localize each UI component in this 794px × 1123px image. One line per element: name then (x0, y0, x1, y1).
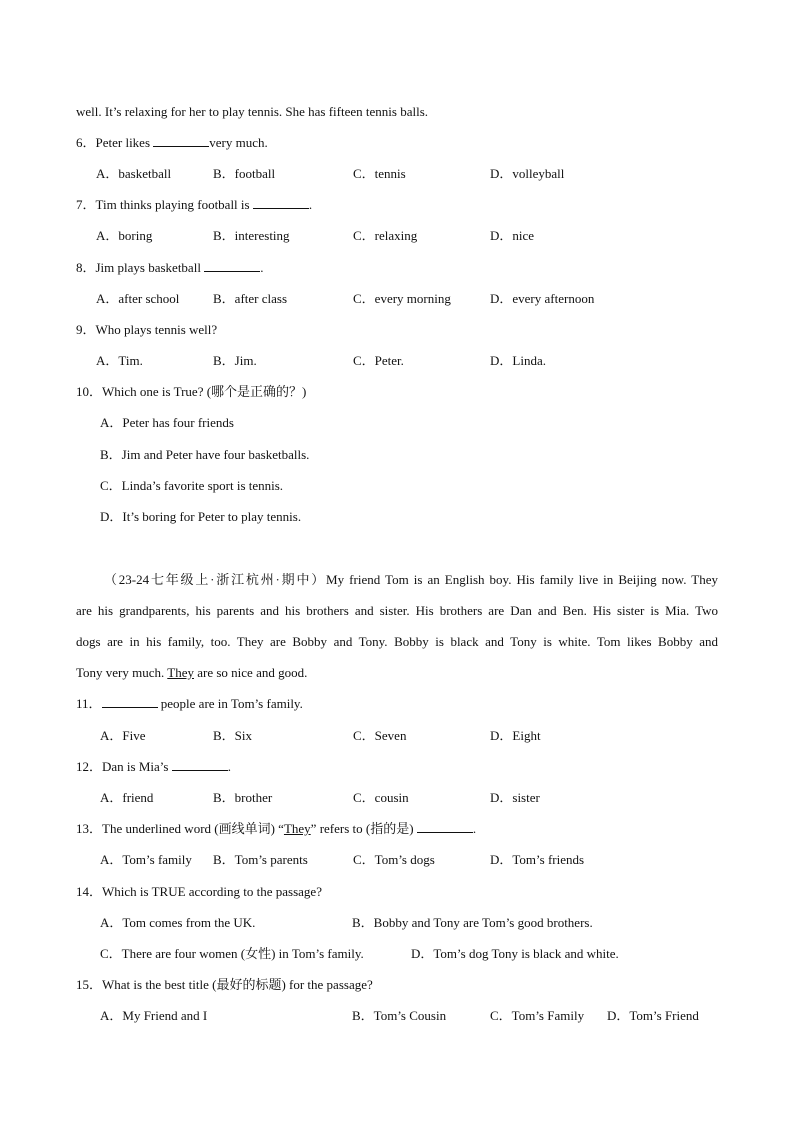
q7-option-c[interactable]: C．relaxing (353, 228, 418, 243)
question-9-stem: 9．Who plays tennis well? (76, 322, 218, 337)
q8-option-c[interactable]: C．every morning (353, 291, 451, 306)
stem-text: people are in Tom’s family. (157, 696, 303, 711)
stem-text: very much. (209, 135, 268, 150)
q12-option-c[interactable]: C．cousin (353, 790, 409, 805)
stem-text: ” refers to (指的是) (310, 821, 417, 836)
answer-blank (204, 259, 260, 272)
q15-option-a[interactable]: A．My Friend and I (100, 1008, 208, 1023)
passage-continuation: well. It’s relaxing for her to play tennis. She has fifteen tennis balls. (76, 104, 428, 119)
passage-text: Tony very much. (76, 665, 168, 680)
q13-option-b[interactable]: B．Tom’s parents (213, 852, 308, 867)
q7-option-b[interactable]: B．interesting (213, 228, 290, 243)
question-15-stem: 15．What is the best title (最好的标题) for the passage? (76, 977, 373, 992)
q8-option-b[interactable]: B．after class (213, 291, 288, 306)
q14-option-a[interactable]: A．Tom comes from the UK. (100, 915, 256, 930)
stem-text: . (308, 197, 313, 212)
answer-blank (417, 820, 473, 833)
stem-text: 11． (76, 696, 102, 711)
q11-option-c[interactable]: C．Seven (353, 728, 407, 743)
q6-option-b[interactable]: B．football (213, 166, 276, 181)
q12-option-a[interactable]: A．friend (100, 790, 154, 805)
q7-option-a[interactable]: A．boring (96, 228, 153, 243)
q13-option-c[interactable]: C．Tom’s dogs (353, 852, 435, 867)
stem-text: . (472, 821, 477, 836)
question-11-stem (76, 695, 718, 713)
stem-text: 6．Peter likes (76, 135, 154, 150)
passage-line-4 (76, 664, 718, 682)
q12-option-d[interactable]: D．sister (490, 790, 540, 805)
q10-option-d[interactable]: D．It’s boring for Peter to play tennis. (100, 509, 302, 524)
q9-option-c[interactable]: C．Peter. (353, 353, 404, 368)
q9-option-d[interactable]: D．Linda. (490, 353, 546, 368)
underlined-word: They (167, 665, 194, 680)
stem-text: 7．Tim thinks playing football is (76, 197, 253, 212)
q14-option-c[interactable]: C．There are four women (女性) in Tom’s family. (100, 946, 364, 961)
question-12-stem (76, 758, 718, 776)
passage-text: are so nice and good. (194, 665, 308, 680)
question-6-stem (76, 134, 718, 152)
q13-option-a[interactable]: A．Tom’s family (100, 852, 192, 867)
underlined-word: They (283, 821, 311, 836)
question-13-stem (76, 820, 718, 838)
q7-option-d[interactable]: D．nice (490, 228, 535, 243)
stem-text: 8．Jim plays basketball (76, 260, 205, 275)
q14-option-d[interactable]: D．Tom’s dog Tony is black and white. (411, 946, 619, 961)
passage-line-3: dogs are in his family, too. They are Bobby and Tony. Bobby is black and Tony is white. Tom likes Bobby and (76, 634, 718, 649)
q9-option-b[interactable]: B．Jim. (213, 353, 257, 368)
q10-option-a[interactable]: A．Peter has four friends (100, 415, 234, 430)
q6-option-d[interactable]: D．volleyball (490, 166, 565, 181)
q11-option-a[interactable]: A．Five (100, 728, 146, 743)
stem-text: . (260, 260, 264, 275)
question-8-stem (76, 259, 718, 277)
answer-blank (102, 695, 158, 708)
question-10-stem: 10．Which one is True? (哪个是正确的？) (76, 384, 307, 399)
q15-option-b[interactable]: B．Tom’s Cousin (352, 1008, 447, 1023)
q14-option-b[interactable]: B．Bobby and Tony are Tom’s good brothers. (352, 915, 593, 930)
q8-option-d[interactable]: D．every afternoon (490, 291, 595, 306)
q8-option-a[interactable]: A．after school (96, 291, 180, 306)
q15-option-d[interactable]: D．Tom’s Friend (607, 1008, 699, 1023)
q10-option-b[interactable]: B．Jim and Peter have four basketballs. (100, 447, 310, 462)
stem-text: 12．Dan is Mia’s (76, 759, 172, 774)
q11-option-b[interactable]: B．Six (213, 728, 253, 743)
q12-option-b[interactable]: B．brother (213, 790, 273, 805)
answer-blank (153, 134, 209, 147)
answer-blank (253, 196, 309, 209)
q13-option-d[interactable]: D．Tom’s friends (490, 852, 585, 867)
question-14-stem: 14．Which is TRUE according to the passage? (76, 884, 322, 899)
passage-line-2: are his grandparents, his parents and his brothers and sister. His brothers are Dan and Ben. His sister is Mia. Two (76, 603, 718, 618)
passage-line-1: （23-24七年级上·浙江杭州·期中）My friend Tom is an English boy. His family live in Beijing now. They (104, 572, 718, 587)
q15-option-c[interactable]: C．Tom’s Family (490, 1008, 585, 1023)
answer-blank (172, 758, 228, 771)
q10-option-c[interactable]: C．Linda’s favorite sport is tennis. (100, 478, 284, 493)
q6-option-c[interactable]: C．tennis (353, 166, 406, 181)
q9-option-a[interactable]: A．Tim. (96, 353, 143, 368)
stem-text: . (227, 759, 231, 774)
q11-option-d[interactable]: D．Eight (490, 728, 541, 743)
question-7-stem (76, 196, 718, 214)
q6-option-a[interactable]: A．basketball (96, 166, 172, 181)
stem-text: 13．The underlined word (画线单词) “ (76, 821, 284, 836)
